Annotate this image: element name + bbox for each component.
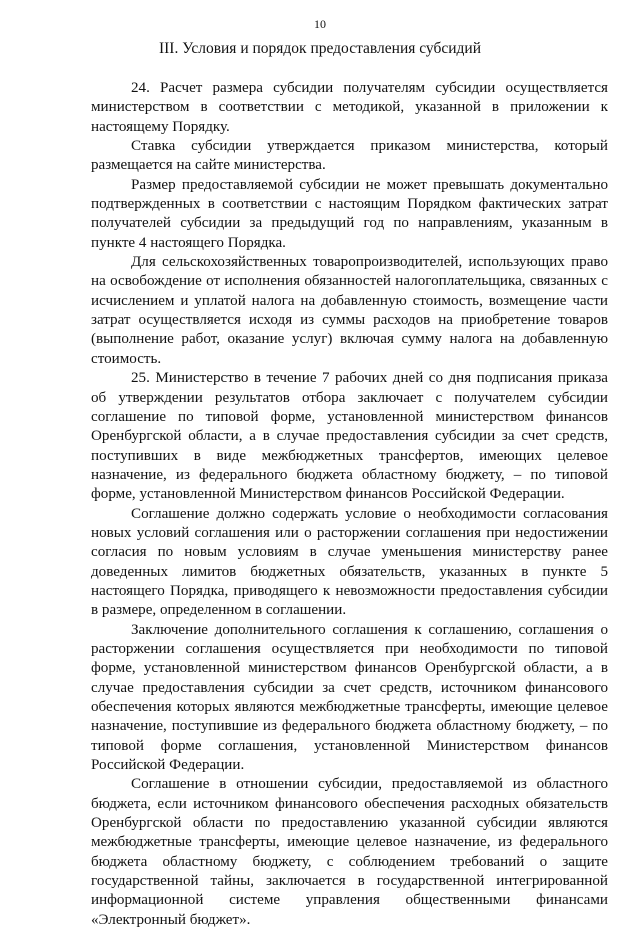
paragraph-additional-agreement: Заключение дополнительного соглашения к соглашению, соглашения о расторжении соглашения осуществляется при необходимости по типовой форме, установленной министерством финансов Оренбургской области, а в случае предоставления субсидии за счет средств, источником финансового обеспечения которых являются межбюджетные трансферты, имеющие целевое назначение, поступившие из федерального бюджета областному бюджету, – по типовой форме соглашения, установленной Министерством финансов Российской Федерации.	[91, 621, 608, 774]
page-number: 10	[314, 17, 326, 31]
paragraph-24-calculation: 24. Расчет размера субсидии получателям субсидии осуществляется министерством в соответствии с методикой, указанной в приложении к настоящему Порядку.	[91, 80, 608, 135]
paragraph-electronic-budget: Соглашение в отношении субсидии, предоставляемой из областного бюджета, если источником финансового обеспечения расходных обязательств Оренбургской области по предоставлению указанной субсидии являются межбюджетные трансферты, имеющие целевое назначение, из федерального бюджета областному бюджету, с соблюдением требований о защите государственной тайны, заключается в государственной интегрированной информационной системе управления общественными финансами «Электронный бюджет».	[91, 776, 608, 928]
paragraph-agreement-conditions: Соглашение должно содержать условие о необходимости согласования новых условий соглашения или о расторжении соглашения при недостижении согласия по новым условиям в случае уменьшения министерству ранее доведенных лимитов бюджетных обязательств, указанных в пункте 5 настоящего Порядка, приводящего к невозможности предоставления субсидии в размере, определенном в соглашении.	[91, 505, 608, 619]
paragraph-25-agreement: 25. Министерство в течение 7 рабочих дней со дня подписания приказа об утверждении результатов отбора заключает с получателем субсидии соглашение по типовой форме, установленной министерством финансов Оренбургской области, а в случае предоставления субсидии за счет средств, поступивших в виде межбюджетных трансфертов, имеющих целевое назначение, из федерального бюджета областному бюджету, – по типовой форме, установленной Министерством финансов Российской Федерации.	[91, 370, 608, 503]
paragraph-subsidy-limit: Размер предоставляемой субсидии не может превышать документально подтвержденных в соответствии с настоящим Порядком фактических затрат получателей субсидии за предыдущий год по направлениям, указанным в пункте 4 настоящего Порядка.	[91, 176, 608, 251]
section-title: III. Условия и порядок предоставления субсидий	[158, 40, 481, 57]
document-body	[91, 79, 608, 930]
paragraph-subsidy-rate: Ставка субсидии утверждается приказом министерства, который размещается на сайте министерства.	[91, 138, 608, 174]
paragraph-vat-exempt: Для сельскохозяйственных товаропроизводителей, использующих право на освобождение от исполнения обязанностей налогоплательщика, связанных с исчислением и уплатой налога на добавленную стоимость, возмещение части затрат осуществляется исходя из суммы расходов на приобретение товаров (выполнение работ, оказание услуг) включая сумму налога на добавленную стоимость.	[91, 254, 608, 367]
